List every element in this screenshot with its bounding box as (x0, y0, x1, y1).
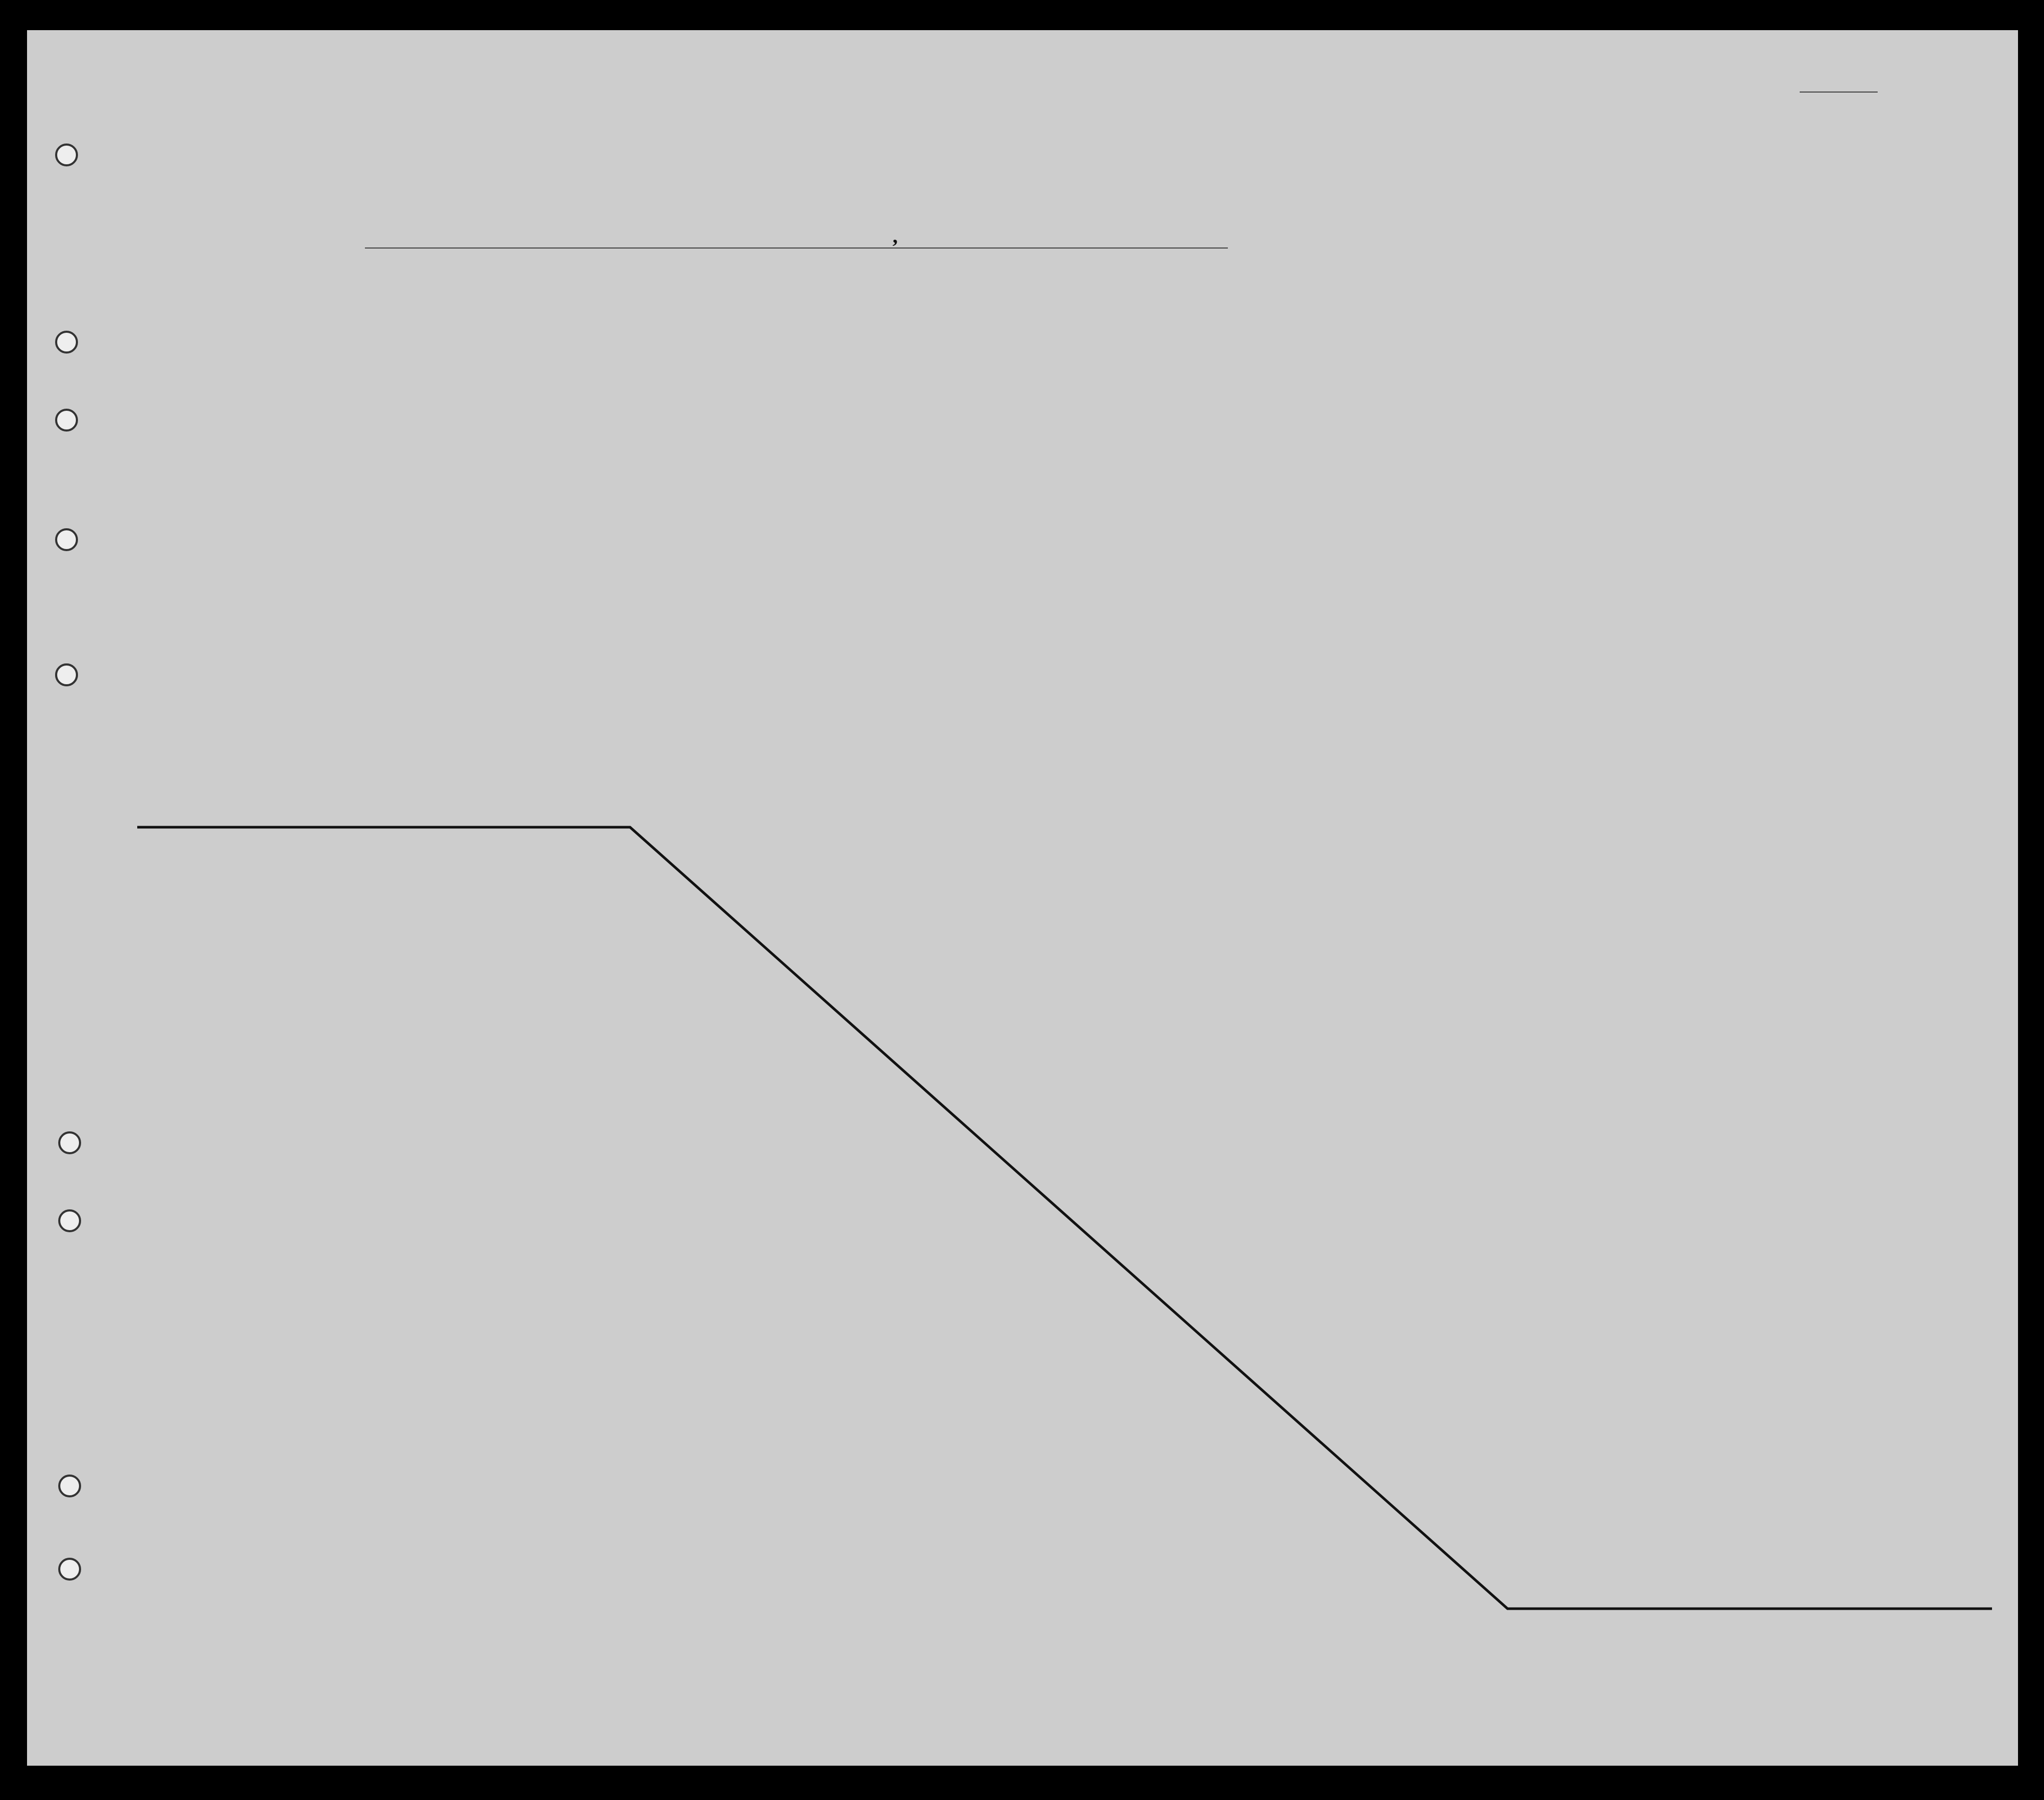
cancellation-line (137, 827, 1992, 1609)
header-citizen (1285, 329, 1321, 464)
header-ticket (592, 309, 623, 454)
manifest-sheet (27, 30, 2018, 1766)
header-q28 (1415, 321, 1467, 467)
comma: , (893, 224, 898, 247)
header-money (716, 309, 748, 454)
header-deported (1524, 327, 1555, 467)
header-length (1223, 329, 1259, 464)
header-polygamist (1359, 332, 1380, 462)
manifest-grid (27, 30, 2018, 1766)
header-anarchist (1388, 332, 1409, 462)
header-prison (1327, 321, 1358, 467)
header-q29 (1477, 321, 1514, 467)
header-return (1174, 329, 1210, 464)
